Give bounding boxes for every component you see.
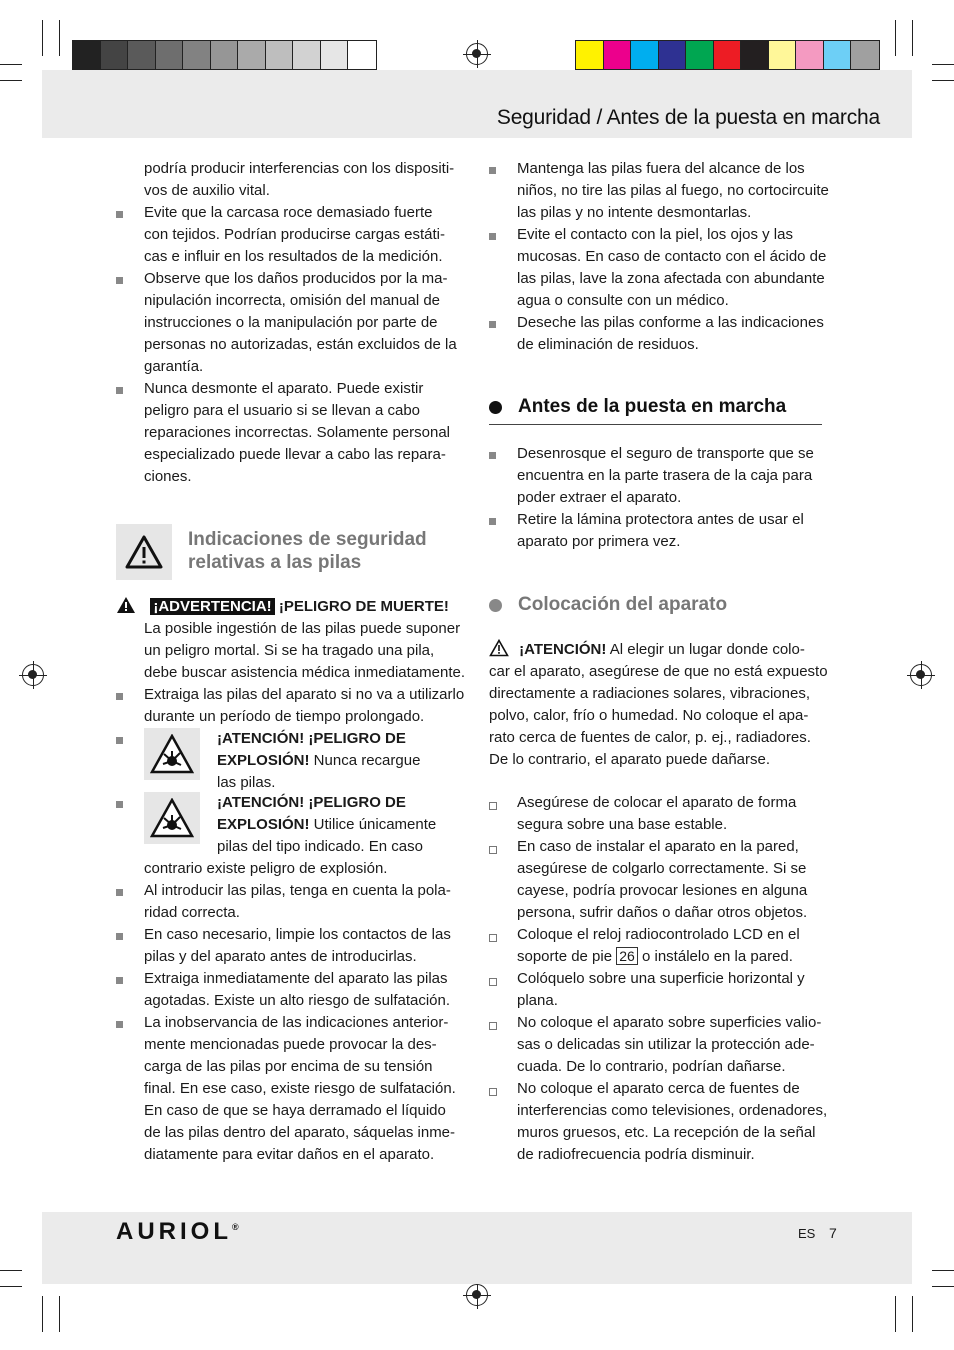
right-column <box>489 158 841 356</box>
registration-mark-icon <box>910 664 932 686</box>
list-item: Nunca desmonte el aparato. Puede existir peligro para el usuario si se llevan a cabo reparaciones incorrectas. Solamente personal especializado puede llevar a cabo las repara- ciones. <box>116 378 468 488</box>
registration-mark-icon <box>466 1284 488 1306</box>
list-item-text: o instálelo en la pared. <box>637 948 793 965</box>
placement-heading: Colocación del aparato <box>518 594 728 615</box>
explosion-pictogram <box>144 792 200 844</box>
section-head <box>489 594 727 616</box>
list-item: Colóquelo sobre una superficie horizontal y plana. <box>489 968 841 1012</box>
list-item: La inobservancia de las indicaciones anterior- mente mencionadas puede provocar la des- carga de las pilas por encima de su tensión final. En ese caso, existe riesgo de sulfatación. En caso de que se haya derramado el líquido de las pilas dentro del aparato, sáquelas inme- diatamente para evitar daños en el aparato. <box>116 1012 468 1166</box>
placement-section-header <box>489 594 727 616</box>
list-item: Extraiga inmediatamente del aparato las pilas agotadas. Existe un alto riesgo de sulfatación. <box>116 968 468 1012</box>
color-swatch <box>128 41 156 69</box>
crop-mark <box>932 80 954 81</box>
crop-mark <box>0 80 22 81</box>
list-item: Mantenga las pilas fuera del alcance de los niños, no tire las pilas al fuego, no cortocircuite las pilas y no intente desmontarlas. <box>489 158 841 224</box>
explosion-warning-bold: ¡ATENCIÓN! ¡PELIGRO DE EXPLOSIÓN! <box>217 794 406 833</box>
part-number-badge: 26 <box>616 947 638 965</box>
placement-block <box>489 639 841 1166</box>
list-item: En caso de instalar el aparato en la pared, asegúrese de colgarlo correctamente. Si se cayese, podría provocar lesiones en alguna persona, sufrir daños o dañar otros objetos. <box>489 836 841 924</box>
brand-logo <box>116 1218 239 1246</box>
battery-safety-heading: Indicaciones de seguridad relativas a las pilas <box>188 529 427 573</box>
explosion-pictogram <box>144 728 200 780</box>
crop-mark <box>912 1296 913 1332</box>
color-swatch <box>238 41 266 69</box>
crop-mark <box>42 1296 43 1332</box>
page-title: Seguridad / Antes de la puesta en marcha <box>496 106 880 129</box>
crop-mark <box>59 20 60 56</box>
page-number: 7 <box>829 1225 837 1241</box>
crop-mark <box>895 20 896 56</box>
cmyk-color-bar <box>575 40 880 70</box>
color-swatch <box>796 41 824 69</box>
list-item: Observe que los daños producidos por la ma- nipulación incorrecta, omisión del manual de instrucciones o la manipulación por parte de personas no autorizadas, están excluidos de la garantía. <box>116 268 468 378</box>
color-swatch <box>266 41 294 69</box>
list-item: Extraiga las pilas del aparato si no va a utilizarlo durante un período de tiempo prolongado. <box>116 684 468 728</box>
paragraph-continued: podría producir interferencias con los dispositi- vos de auxilio vital. <box>144 160 455 199</box>
explosion-hazard-icon <box>150 734 194 774</box>
color-swatch <box>576 41 604 69</box>
list-placement <box>489 792 841 924</box>
color-swatch <box>686 41 714 69</box>
attention-label: ¡ATENCIÓN! <box>519 641 607 658</box>
explosion-item-1 <box>116 728 468 792</box>
explosion-warning-text: Nunca recargue las pilas. <box>217 752 421 791</box>
list-before-use <box>489 443 841 553</box>
bullet-circle-icon <box>489 401 502 414</box>
crop-mark <box>895 1296 896 1332</box>
attention-text-rest: car el aparato, asegúrese de que no está expuesto directamente a radiaciones solares, vibraciones, polvo, calor, frío o humedad. No coloque el apa- rato cerca de fuentes de calor, p. ej., radiadores. De lo contrario, el aparato puede dañarse. <box>489 663 828 768</box>
language-code: ES <box>798 1226 816 1241</box>
list-item: Deseche las pilas conforme a las indicaciones de eliminación de residuos. <box>489 312 841 356</box>
before-use-list-container <box>489 443 841 553</box>
list-item: Retire la lámina protectora antes de usar el aparato por primera vez. <box>489 509 841 553</box>
list-battery-safety <box>116 880 468 1166</box>
grey-color-bar <box>72 40 377 70</box>
warning-line <box>116 596 468 618</box>
color-swatch <box>321 41 349 69</box>
before-use-section-header <box>489 396 822 425</box>
spacer <box>489 771 841 792</box>
list-item: No coloque el aparato sobre superficies valio- sas o delicadas sin utilizar la protección ade- cuada. De lo contrario, podrían dañarse. <box>489 1012 841 1078</box>
list-item: Al introducir las pilas, tenga en cuenta la pola- ridad correcta. <box>116 880 468 924</box>
explosion-text-2 <box>217 792 472 858</box>
crop-mark <box>59 1296 60 1332</box>
crop-mark <box>0 1270 22 1271</box>
warning-triangle-icon <box>116 596 136 614</box>
color-swatch <box>851 41 879 69</box>
color-swatch <box>741 41 769 69</box>
color-swatch <box>714 41 742 69</box>
crop-mark <box>932 1286 954 1287</box>
bullet-circle-icon <box>489 599 502 612</box>
list-general-safety <box>116 202 468 488</box>
color-swatch <box>211 41 239 69</box>
color-swatch <box>348 41 376 69</box>
color-swatch <box>659 41 687 69</box>
explosion-hazard-icon <box>150 798 194 838</box>
danger-title: ¡PELIGRO DE MUERTE! <box>278 598 449 615</box>
list-battery-handling <box>489 158 841 356</box>
color-swatch <box>631 41 659 69</box>
explosion-text-1 <box>217 728 472 794</box>
crop-mark <box>932 1270 954 1271</box>
left-column <box>116 158 468 488</box>
brand-name: AURIOL <box>116 1218 232 1245</box>
color-swatch <box>183 41 211 69</box>
crop-mark <box>912 20 913 56</box>
color-swatch <box>293 41 321 69</box>
heading-underline <box>489 424 822 425</box>
warning-label: ¡ADVERTENCIA! <box>150 598 274 615</box>
list-item <box>489 924 841 968</box>
list-placement-continued <box>489 968 841 1166</box>
list-item: En caso necesario, limpie los contactos de las pilas y del aparato antes de introducirlas. <box>116 924 468 968</box>
list-item: No coloque el aparato cerca de fuentes de interferencias como televisiones, ordenadores, muros gruesos, etc. La recepción de la señal de radiofrecuencia podría disminuir. <box>489 1078 841 1166</box>
attention-first-line <box>489 639 841 661</box>
explosion-warning-bold: ¡ATENCIÓN! ¡PELIGRO DE EXPLOSIÓN! <box>217 730 406 769</box>
before-use-heading: Antes de la puesta en marcha <box>518 396 787 417</box>
color-swatch <box>101 41 129 69</box>
explosion-item-2 <box>116 792 468 858</box>
section-head <box>489 396 822 418</box>
crop-mark <box>42 20 43 56</box>
crop-mark <box>932 64 954 65</box>
warning-box <box>116 524 172 580</box>
list-item: Evite el contacto con la piel, los ojos y las mucosas. En caso de contacto con el ácido de las pilas, lave la zona afectada con abundante agua o consulte con un médico. <box>489 224 841 312</box>
crop-mark <box>0 1286 22 1287</box>
color-swatch <box>73 41 101 69</box>
registration-mark-icon <box>22 664 44 686</box>
color-swatch <box>156 41 184 69</box>
list-item-text: Coloque el reloj radiocontrolado LCD en el soporte de pie <box>517 926 800 965</box>
list-item: Desenrosque el seguro de transporte que se encuentra en la parte trasera de la caja para poder extraer el aparato. <box>489 443 841 509</box>
attention-text: Al elegir un lugar donde colo- <box>606 641 805 658</box>
registered-mark: ® <box>232 1222 239 1232</box>
battery-warning-block <box>116 596 468 1166</box>
warning-triangle-icon <box>124 534 164 570</box>
warning-text: La posible ingestión de las pilas puede suponer un peligro mortal. Si se ha tragado una pila, debe buscar asistencia médica inmediatamente. <box>144 620 466 681</box>
warning-triangle-icon <box>489 639 509 657</box>
color-swatch <box>769 41 797 69</box>
explosion-warning-text: Utilice únicamente pilas del tipo indicado. En caso <box>217 816 437 855</box>
list-item: Asegúrese de colocar el aparato de forma segura sobre una base estable. <box>489 792 841 836</box>
color-swatch <box>604 41 632 69</box>
color-swatch <box>824 41 852 69</box>
registration-mark-icon <box>466 43 488 65</box>
explosion-text-continued: contrario existe peligro de explosión. <box>144 860 388 877</box>
list-item: Evite que la carcasa roce demasiado fuerte con tejidos. Podrían producirse cargas estáti- cas e influir en los resultados de la medición. <box>116 202 468 268</box>
crop-mark <box>0 64 22 65</box>
